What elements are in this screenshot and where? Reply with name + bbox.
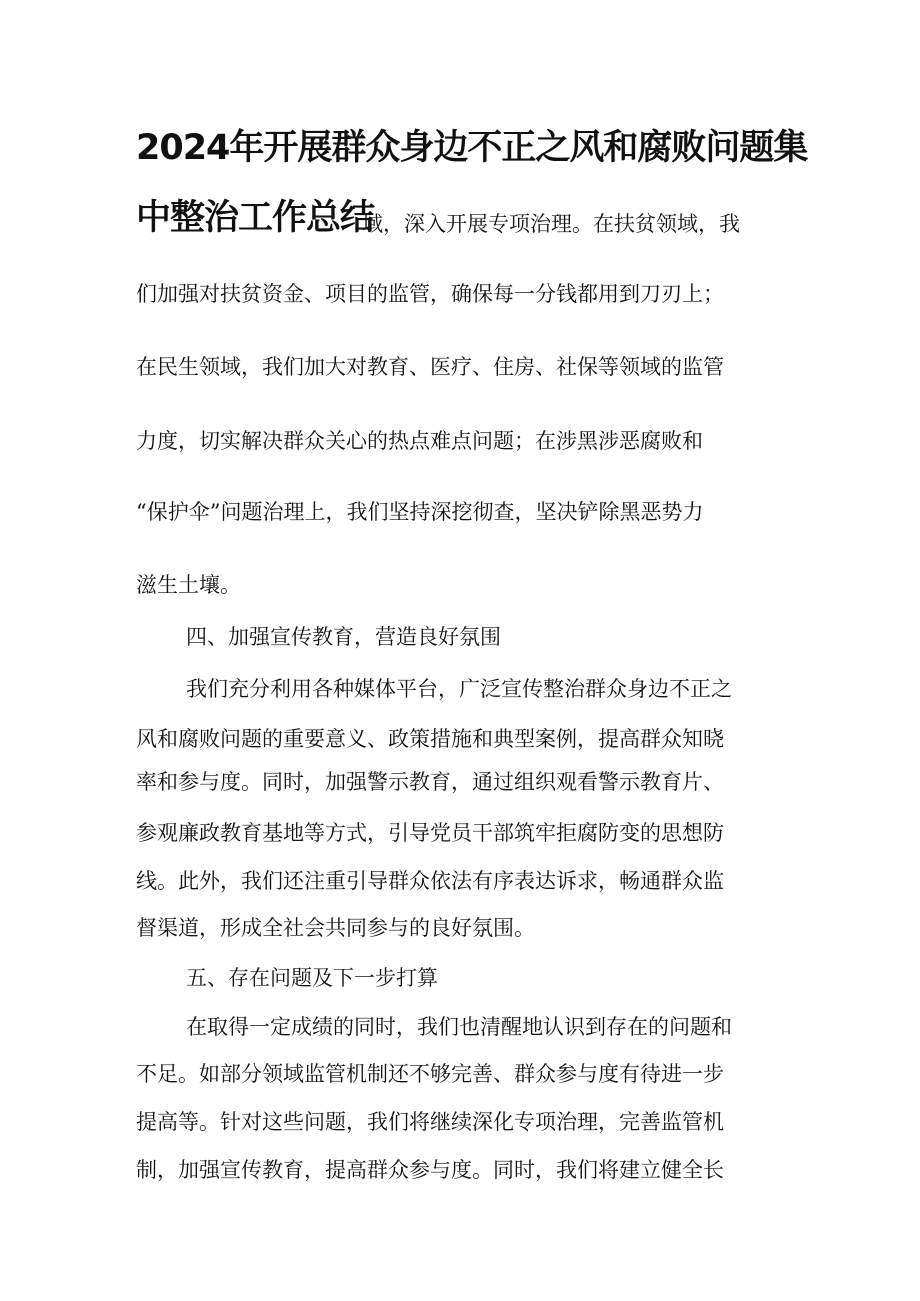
paragraph-line: 滋生土壤。 [136,573,241,597]
paragraph-line: 制，加强宣传教育，提高群众参与度。同时，我们将建立健全长 [136,1158,724,1182]
paragraph-line: “保护伞”问题治理上，我们坚持深挖彻查，坚决铲除黑恶势力 [136,500,704,524]
paragraph-line: 们加强对扶贫资金、项目的监管，确保每一分钱都用到刀刃上； [136,282,724,306]
document-title-line-2: 中整治工作总结 [136,198,375,238]
section-heading-5: 五、存在问题及下一步打算 [186,966,438,990]
paragraph-line: 在取得一定成绩的同时，我们也清醒地认识到存在的问题和 [186,1015,732,1039]
paragraph-line: 提高等。针对这些问题，我们将继续深化专项治理，完善监管机 [136,1110,724,1134]
document-title-line-1: 2024年开展群众身边不正之风和腐败问题集 [136,128,808,168]
paragraph-line: 我们充分利用各种媒体平台，广泛宣传整治群众身边不正之 [186,677,732,701]
paragraph-line: 不足。如部分领域监管机制还不够完善、群众参与度有待进一步 [136,1062,724,1086]
paragraph-line: 域，深入开展专项治理。在扶贫领域，我 [362,212,740,236]
paragraph-line: 力度，切实解决群众关心的热点难点问题；在涉黑涉恶腐败和 [136,429,703,453]
paragraph-line: 率和参与度。同时，加强警示教育，通过组织观看警示教育片、 [136,770,724,794]
paragraph-line: 督渠道，形成全社会共同参与的良好氛围。 [136,916,535,940]
paragraph-line: 风和腐败问题的重要意义、政策措施和典型案例，提高群众知晓 [136,727,724,751]
paragraph-line: 在民生领域，我们加大对教育、医疗、住房、社保等领域的监管 [136,355,724,379]
section-heading-4: 四、加强宣传教育，营造良好氛围 [186,625,501,649]
paragraph-line: 线。此外，我们还注重引导群众依法有序表达诉求，畅通群众监 [136,869,724,893]
paragraph-line: 参观廉政教育基地等方式，引导党员干部筑牢拒腐防变的思想防 [136,821,724,845]
